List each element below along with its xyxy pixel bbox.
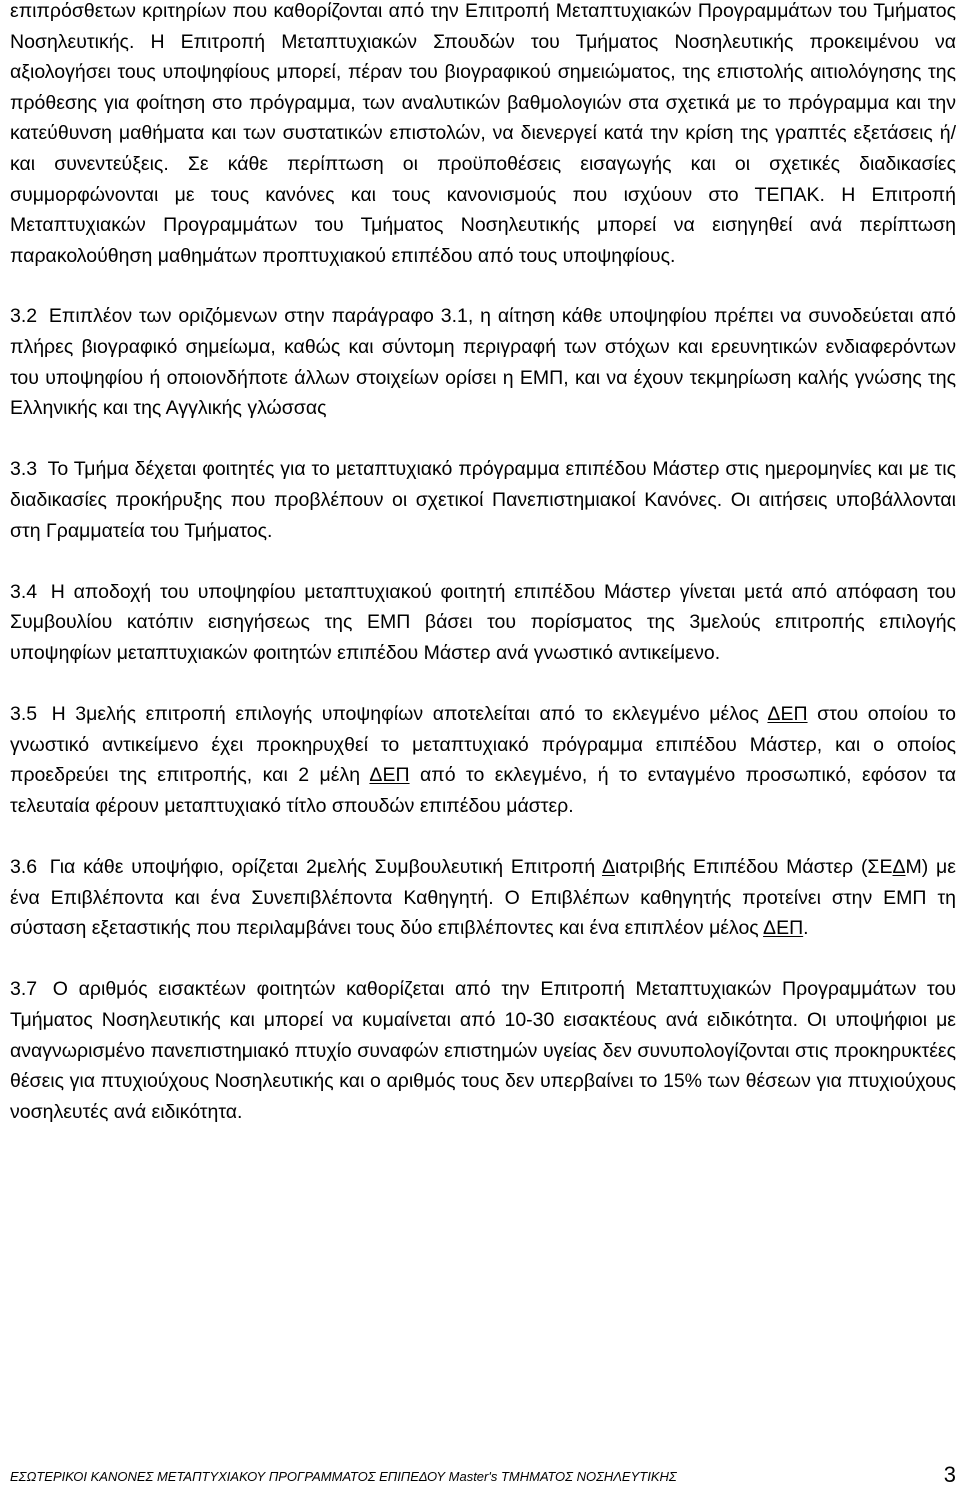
section-3-3 [10, 454, 956, 546]
intro-text: επιπρόσθετων κριτηρίων που καθορίζονται από την Επιτροπή Μεταπτυχιακών Προγραμμάτων του Τμήματος Νοσηλευτικής. Η Επιτροπή Μεταπτυχιακών Σπουδών του Τμήματος Νοσηλευτικής προκειμένου να αξιολογήσει τους υποψηφίους μπορεί, πέραν του βιογραφικού σημειώματος, της επιστολής αιτιολόγησης της πρόθεσης για φοίτηση στο πρόγραμμα, των αναλυτικών βαθμολογιών στα σχετικά με το πρόγραμμα και την κατεύθυνση μαθήματα και των συστατικών επιστολών, να διενεργεί κατά την κρίση της γραπτές εξετάσεις ή/και συνεντεύξεις. Σε κάθε περίπτωση οι προϋποθέσεις εισαγωγής και οι σχετικές διαδικασίες συμμορφώνονται με τους κανόνες και τους κανονισμούς που ισχύουν στο ΤΕΠΑΚ. Η Επιτροπή Μεταπτυχιακών Προγραμμάτων του Τμήματος Νοσηλευτικής μπορεί να εισηγηθεί ανά περίπτωση παρακολούθηση μαθημάτων προπτυχιακού επιπέδου από τους υποψηφίους. [10, 0, 956, 267]
page-number: 3 [943, 1462, 956, 1487]
footer-title: ΕΣΩΤΕΡΙΚΟΙ ΚΑΝΟΝΕΣ ΜΕΤΑΠΤΥΧΙΑΚΟΥ ΠΡΟΓΡΑΜΜΑΤΟΣ ΕΠΙΠΕΔΟΥ Master's ΤΜΗΜΑΤΟΣ ΝΟΣΗΛΕΥΤΙΚΗΣ [10, 1469, 677, 1484]
section-number: 3.4 [10, 580, 38, 603]
section-3-7 [10, 974, 956, 1127]
section-number: 3.6 [10, 856, 38, 879]
section-text-part: Για κάθε υποψήφιο, ορίζεται 2μελής Συμβουλευτική Επιτροπή [49, 856, 602, 879]
section-number: 3.5 [10, 703, 38, 726]
section-number: 3.2 [10, 305, 38, 328]
section-text-part: Η 3μελής επιτροπή επιλογής υποψηφίων αποτελείται από το εκλεγμένο μέλος [51, 703, 768, 726]
page-footer [10, 1456, 956, 1488]
section-text-part: στου οποίου το γνωστικό αντικείμενο έχει προκηρυχθεί το μεταπτυχιακό πρόγραμμα επιπέδου Μάστερ, και ο οποίος προεδρεύει της επιτροπής, και 2 μέλη [10, 703, 956, 787]
section-text-part: από το εκλεγμένο, ή το ενταγμένο προσωπικό, εφόσον τα τελευταία φέρουν μεταπτυχιακό τίτλο σπουδών επιπέδου μάστερ. [10, 764, 956, 817]
section-text: Η αποδοχή του υποψηφίου μεταπτυχιακού φοιτητή επιπέδου Μάστερ γίνεται μετά από απόφαση του Συμβουλίου κατόπιν εισηγήσεως της ΕΜΠ βάσει του πορίσματος της 3μελούς επιτροπής επιλογής υποψηφίων μεταπτυχιακών φοιτητών επιπέδου Μάστερ ανά γνωστικό αντικείμενο. [10, 580, 957, 664]
section-3-5 [10, 699, 956, 821]
section-3-6 [10, 852, 956, 944]
underlined-dep: ΔΕΠ [763, 917, 804, 940]
section-3-2 [10, 301, 956, 423]
section-text: Το Τμήμα δέχεται φοιτητές για το μεταπτυχιακό πρόγραμμα επιπέδου Μάστερ στις ημερομηνίες και με τις διαδικασίες προκήρυξης που προβλέπουν οι σχετικοί Πανεπιστημιακοί Κανόνες. Οι αιτήσεις υποβάλλονται στη Γραμματεία του Τμήματος. [10, 458, 956, 542]
underlined-dep: ΔΕΠ [369, 764, 410, 787]
section-text-part: ιατριβής Επιπέδου Μάστερ (ΣΕ [615, 856, 893, 879]
underlined-letter: Δ [602, 856, 616, 879]
section-3-4 [10, 577, 956, 669]
underlined-dep: ΔΕΠ [767, 703, 808, 726]
intro-paragraph [10, 0, 956, 271]
section-text: Επιπλέον των οριζόμενων στην παράγραφο 3.1, η αίτηση κάθε υποψηφίου πρέπει να συνοδεύεται από πλήρες βιογραφικό σημείωμα, καθώς και σύντομη περιγραφή των στόχων και ερευνητικών ενδιαφερόντων του υποψηφίου ή οποιονδήποτε άλλων στοιχείων ορίσει η ΕΜΠ, και να έχουν τεκμηρίωση καλής γνώσης της Ελληνικής και της Αγγλικής γλώσσας [10, 305, 956, 420]
document-body [10, 0, 956, 1158]
section-text-part: . [803, 917, 809, 940]
section-number: 3.3 [10, 458, 38, 481]
section-number: 3.7 [10, 978, 38, 1001]
section-text: Ο αριθμός εισακτέων φοιτητών καθορίζεται από την Επιτροπή Μεταπτυχιακών Προγραμμάτων του Τμήματος Νοσηλευτικής και μπορεί να κυμαίνεται από 10-30 εισακτέους ανά ειδικότητα. Οι υποψήφιοι με αναγνωρισμένο πανεπιστημιακό πτυχίο συναφών επιστημών υγείας δεν συνυπολογίζονται στις προκηρυκτέες θέσεις για πτυχιούχους Νοσηλευτικής και ο αριθμός τους δεν υπερβαίνει το 15% των θέσεων για πτυχιούχους νοσηλευτές ανά ειδικότητα. [10, 978, 956, 1123]
underlined-letter: Δ [892, 856, 906, 879]
section-text-part: Μ) με ένα Επιβλέποντα και ένα Συνεπιβλέποντα Καθηγητή. Ο Επιβλέπων καθηγητής προτείνει στην ΕΜΠ τη σύσταση εξεταστικής που περιλαμβάνει τους δύο επιβλέποντες και ένα επιπλέον μέλος [10, 856, 956, 940]
